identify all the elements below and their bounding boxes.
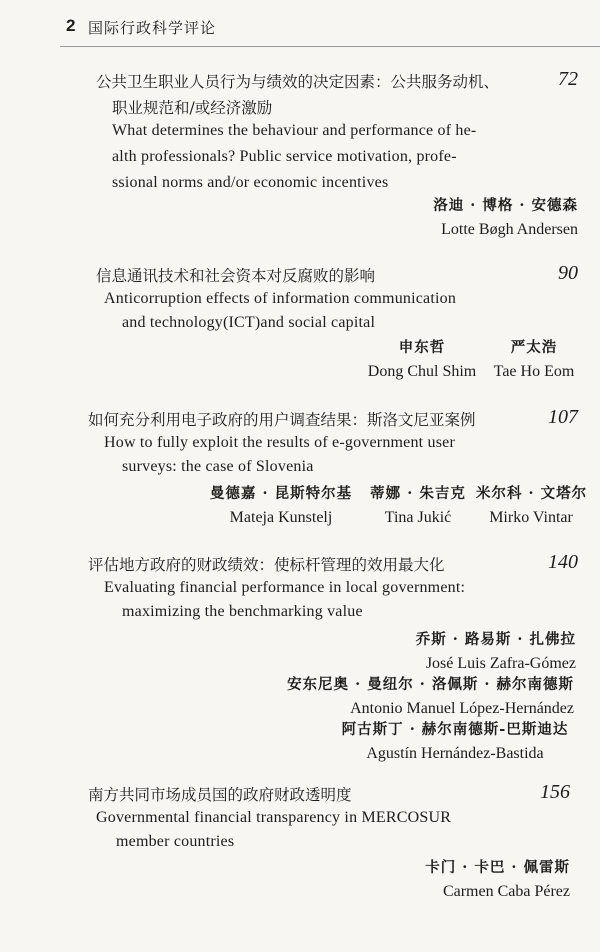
author-zh: 卡门 · 卡巴 · 佩雷斯 <box>425 859 570 876</box>
title-en: member countries <box>116 833 235 850</box>
author <box>338 718 572 763</box>
title-en: How to fully exploit the results of e-government user <box>104 434 455 451</box>
title-zh: 公共卫生职业人员行为与绩效的决定因素：公共服务动机、 <box>96 73 500 91</box>
title-en: maximizing the benchmarking value <box>122 603 363 620</box>
page-ref: 140 <box>548 551 578 573</box>
author <box>196 482 366 527</box>
author-zh: 阿古斯丁 · 赫尔南德斯-巴斯迪达 <box>341 721 569 738</box>
page-number: 2 <box>66 16 76 35</box>
author-en: José Luis Zafra-Gómez <box>425 655 576 672</box>
author <box>360 482 476 527</box>
author <box>433 194 578 239</box>
author <box>486 336 582 381</box>
author-en: Mirko Vintar <box>489 509 573 526</box>
title-en: Evaluating financial performance in local government: <box>104 579 466 596</box>
author <box>416 628 576 673</box>
title-en: ssional norms and/or economic incentives <box>112 174 389 191</box>
journal-title: 国际行政科学评论 <box>88 19 217 37</box>
author <box>476 482 586 527</box>
page-ref: 156 <box>540 781 570 803</box>
author-zh: 严太浩 <box>510 339 558 356</box>
title-en: and technology(ICT)and social capital <box>122 314 376 331</box>
author-zh: 乔斯 · 路易斯 · 扎佛拉 <box>415 631 576 648</box>
author-zh: 曼德嘉 · 昆斯特尔基 <box>209 485 353 502</box>
author-en: Agustín Hernández-Bastida <box>366 745 544 762</box>
title-zh: 南方共同市场成员国的政府财政透明度 <box>88 786 352 804</box>
title-zh: 如何充分利用电子政府的用户调查结果：斯洛文尼亚案例 <box>88 411 476 429</box>
author-zh: 米尔科 · 文塔尔 <box>476 485 588 502</box>
title-en: Anticorruption effects of information communication <box>104 290 457 307</box>
title-en: What determines the behaviour and performance of he- <box>112 122 477 139</box>
title-en: surveys: the case of Slovenia <box>122 458 314 475</box>
author <box>362 336 482 381</box>
title-zh: 评估地方政府的财政绩效：使标杆管理的效用最大化 <box>88 556 445 574</box>
author-en: Antonio Manuel López-Hernández <box>350 700 574 717</box>
running-header <box>0 14 600 42</box>
author-zh: 洛迪 · 博格 · 安德森 <box>433 197 578 214</box>
title-en: alth professionals? Public service motivation, profe- <box>112 148 457 165</box>
author-en: Tina Jukić <box>384 509 452 526</box>
author <box>425 856 570 901</box>
author-en: Carmen Caba Pérez <box>442 883 570 900</box>
author-en: Lotte Bøgh Andersen <box>441 221 578 238</box>
author-en: Dong Chul Shim <box>367 363 477 380</box>
title-zh: 职业规范和/或经济激励 <box>112 99 273 117</box>
author <box>287 673 574 718</box>
author-zh: 安东尼奥 · 曼纽尔 · 洛佩斯 · 赫尔南德斯 <box>287 676 574 693</box>
page-ref: 107 <box>548 406 578 428</box>
author-en: Mateja Kunstelj <box>229 509 333 526</box>
title-en: Governmental financial transparency in MERCOSUR <box>96 809 452 826</box>
title-zh: 信息通讯技术和社会资本对反腐败的影响 <box>96 267 376 285</box>
page-ref: 90 <box>558 262 578 284</box>
author-en: Tae Ho Eom <box>493 363 575 380</box>
author-zh: 蒂娜 · 朱吉克 <box>370 485 466 502</box>
author-zh: 申东哲 <box>398 339 446 356</box>
page-ref: 72 <box>558 68 578 90</box>
header-rule <box>60 46 600 47</box>
